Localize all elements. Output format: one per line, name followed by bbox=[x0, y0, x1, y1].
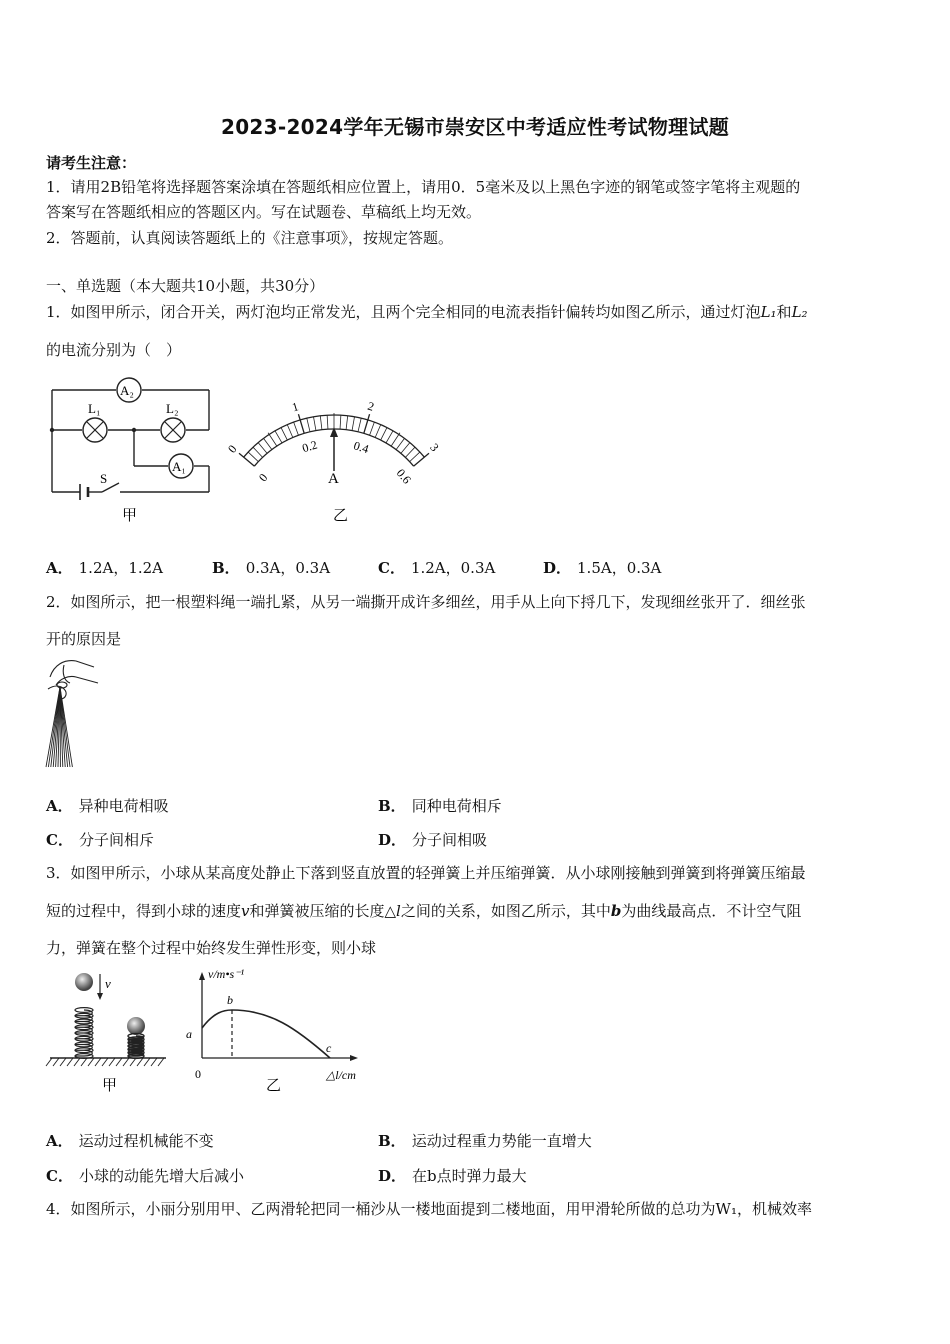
dial-tick bbox=[248, 452, 258, 462]
q1-choice-a[interactable]: A． 1.2A，1.2A bbox=[46, 559, 164, 577]
dial-inner-label: 0.6 bbox=[393, 466, 415, 487]
section-heading: 一、单选题（本大题共10小题，共30分） bbox=[46, 277, 325, 295]
point-c-label: c bbox=[326, 1041, 332, 1055]
dial-tick bbox=[294, 422, 299, 435]
dial-inner-label: 0.4 bbox=[352, 438, 371, 457]
lamp-l2-icon bbox=[161, 401, 185, 442]
q2-text-line-2: 开的原因是 bbox=[46, 630, 122, 648]
switch-label: S bbox=[100, 471, 108, 486]
svg-text:L₁: L₁ bbox=[88, 401, 101, 416]
q1-choice-b[interactable]: B． 0.3A，0.3A bbox=[212, 559, 331, 577]
q1-text-line-1: 1．如图甲所示，闭合开关，两灯泡均正常发光，且两个完全相同的电流表指针偏转均如图乙所示，通过灯泡L₁和L₂ bbox=[46, 303, 808, 321]
ammeter-a2-icon bbox=[117, 378, 141, 402]
dial-outer-label: 1 bbox=[290, 399, 301, 415]
dial-tick bbox=[327, 415, 328, 429]
dial-tick bbox=[253, 447, 263, 457]
q2-text-line-1: 2．如图所示，把一根塑料绳一端扎紧，从另一端撕开成许多细丝，用手从上向下捋几下，发现细丝张开了．细丝张 bbox=[46, 593, 806, 611]
dial-tick bbox=[352, 417, 354, 431]
q3-choice-b[interactable]: B． 运动过程重力势能一直增大 bbox=[378, 1132, 592, 1150]
dial-tick bbox=[410, 452, 420, 462]
q2-choice-d[interactable]: D． 分子间相吸 bbox=[378, 831, 488, 849]
q1-choice-d[interactable]: D． 1.5A，0.3A bbox=[543, 559, 662, 577]
junction-dot bbox=[132, 428, 136, 432]
velocity-curve bbox=[202, 1010, 330, 1058]
q2-choice-b[interactable]: B． 同种电荷相斥 bbox=[378, 797, 502, 815]
dial-tick bbox=[346, 416, 348, 430]
dial-tick bbox=[375, 425, 381, 438]
fig-caption-jia-3: 甲 bbox=[102, 1078, 118, 1094]
ammeter-a1-icon bbox=[169, 454, 193, 478]
dial-outer-label: 0 bbox=[224, 442, 240, 456]
q3-text-line-1: 3．如图甲所示，小球从某高度处静止下落到竖直放置的轻弹簧上并压缩弹簧．从小球刚接触到弹簧到将弹簧压缩最 bbox=[46, 864, 806, 882]
dial-tick bbox=[401, 443, 410, 454]
circuit-diagram bbox=[44, 370, 224, 530]
dial-tick bbox=[364, 414, 370, 433]
spring-icon bbox=[75, 1008, 93, 1059]
dial-unit: A bbox=[328, 471, 339, 487]
dial-tick bbox=[314, 417, 316, 431]
dial-tick bbox=[370, 422, 375, 435]
q3-choice-a[interactable]: A． 运动过程机械能不变 bbox=[46, 1132, 214, 1150]
q2-choice-a[interactable]: A． 异种电荷相吸 bbox=[46, 797, 169, 815]
velocity-graph bbox=[180, 966, 380, 1098]
q3-choice-c[interactable]: C． 小球的动能先增大后减小 bbox=[46, 1167, 244, 1185]
q3-choice-d[interactable]: D． 在b点时弹力最大 bbox=[378, 1167, 527, 1185]
svg-text:A₂: A₂ bbox=[120, 383, 134, 398]
ball-on-spring-icon bbox=[127, 1017, 145, 1035]
dial-tick bbox=[281, 428, 287, 441]
svg-text:A₁: A₁ bbox=[172, 459, 186, 474]
lamp-l1-icon bbox=[83, 401, 107, 442]
dial-tick bbox=[381, 428, 387, 441]
q1-text-line-2: 的电流分别为（ ） bbox=[46, 341, 182, 359]
compressed-spring-icon bbox=[128, 1034, 144, 1059]
dial-outer-label: 2 bbox=[366, 398, 376, 414]
origin-label: 0 bbox=[195, 1067, 201, 1081]
q3-text-line-2: 短的过程中，得到小球的速度v和弹簧被压缩的长度△l之间的关系，如图乙所示，其中b为曲线最高点．不计空气阻 bbox=[46, 902, 802, 920]
dial-inner-label: 0.2 bbox=[300, 437, 319, 456]
dial-tick bbox=[258, 443, 267, 454]
svg-text:L₂: L₂ bbox=[166, 401, 179, 416]
dial-tick bbox=[298, 414, 304, 433]
velocity-label: v bbox=[105, 976, 111, 991]
dial-tick bbox=[396, 438, 404, 449]
q1-choice-c[interactable]: C． 1.2A，0.3A bbox=[378, 559, 496, 577]
dial-inner-label: 0 bbox=[255, 470, 271, 485]
ammeter-dial bbox=[224, 383, 442, 528]
fig-caption-yi: 乙 bbox=[333, 508, 349, 524]
y-axis-label: v/m•s⁻¹ bbox=[208, 967, 245, 981]
notice-line-1: 1．请用2B铅笔将选择题答案涂填在答题纸相应位置上，请用0．5毫米及以上黑色字迹的钢笔或签字笔将主观题的 bbox=[46, 178, 801, 196]
dial-outer-label: 3 bbox=[427, 440, 442, 455]
dial-tick bbox=[287, 425, 293, 438]
fig-caption-jia: 甲 bbox=[122, 508, 138, 524]
dial-tick bbox=[307, 418, 310, 432]
notice-line-3: 2．答题前，认真阅读答题纸上的《注意事项》，按规定答题。 bbox=[46, 229, 454, 247]
junction-dot bbox=[50, 428, 54, 432]
x-axis-label: △l/cm bbox=[326, 1068, 356, 1082]
page-title: 2023-2024学年无锡市崇安区中考适应性考试物理试题 bbox=[220, 115, 730, 139]
dial-tick bbox=[358, 418, 361, 432]
fig-caption-yi-3: 乙 bbox=[266, 1078, 282, 1094]
q2-choice-c[interactable]: C． 分子间相斥 bbox=[46, 831, 154, 849]
q3-text-line-3: 力，弹簧在整个过程中始终发生弹性形变，则小球 bbox=[46, 939, 377, 957]
dial-tick bbox=[386, 431, 393, 443]
falling-ball-icon bbox=[75, 973, 93, 991]
dial-tick bbox=[405, 447, 415, 457]
q4-text-line-1: 4．如图所示，小丽分别用甲、乙两滑轮把同一桶沙从一楼地面提到二楼地面，用甲滑轮所做的总功为W₁，机械效率 bbox=[46, 1200, 812, 1218]
ball-spring-figure bbox=[46, 966, 171, 1096]
dial-tick bbox=[320, 416, 322, 430]
plastic-strands-figure bbox=[42, 655, 112, 773]
dial-tick bbox=[275, 431, 282, 443]
dial-tick bbox=[264, 438, 272, 449]
notice-heading: 请考生注意： bbox=[46, 154, 137, 172]
notice-line-2: 答案写在答题纸相应的答题区内。写在试题卷、草稿纸上均无效。 bbox=[46, 203, 482, 221]
point-a-label: a bbox=[186, 1027, 192, 1041]
point-b-label: b bbox=[227, 993, 233, 1007]
dial-tick bbox=[340, 415, 341, 429]
